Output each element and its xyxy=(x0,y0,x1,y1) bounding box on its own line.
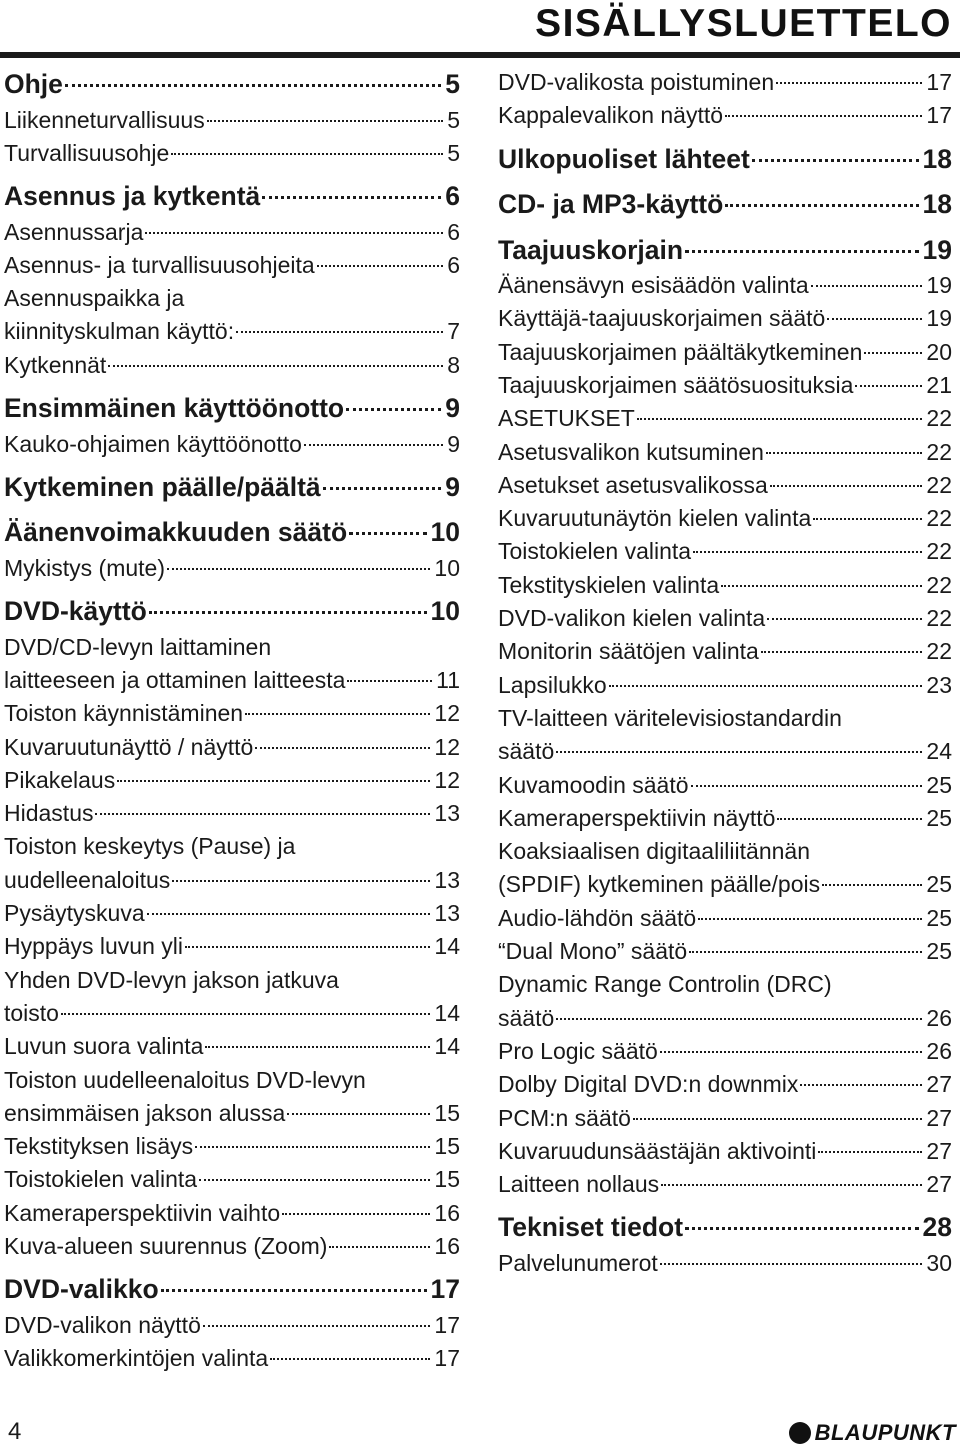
toc-entry-label: Kuvamoodin säätö xyxy=(498,771,689,798)
toc-page-number: 22 xyxy=(926,538,952,565)
toc-dot-leader xyxy=(270,1358,430,1360)
toc-page-number: 5 xyxy=(447,139,460,166)
toc-dot-leader xyxy=(609,685,923,687)
toc-dot-leader xyxy=(761,651,923,653)
toc-entry-label: Toiston keskeytys (Pause) ja xyxy=(4,833,296,860)
toc-dot-leader xyxy=(317,265,444,267)
toc-entry xyxy=(4,1342,460,1375)
toc-entry xyxy=(498,99,952,132)
toc-entry-label: Kuva-alueen suurennus (Zoom) xyxy=(4,1233,328,1260)
toc-entry-label: DVD-valikon näyttö xyxy=(4,1311,201,1338)
toc-page-number: 14 xyxy=(434,1033,460,1060)
toc-dot-leader xyxy=(347,680,432,682)
toc-dot-leader xyxy=(698,918,922,920)
toc-entry xyxy=(498,769,952,802)
toc-entry xyxy=(498,269,952,302)
toc-entry xyxy=(498,669,952,702)
page-title: SISÄLLYSLUETTELO xyxy=(535,2,952,45)
toc-page-number: 11 xyxy=(436,666,460,693)
toc-page-number: 5 xyxy=(447,106,460,133)
toc-entry-label: Asetukset asetusvalikossa xyxy=(498,471,768,498)
toc-page-number: 16 xyxy=(434,1233,460,1260)
toc-entry xyxy=(498,835,952,868)
toc-dot-leader xyxy=(864,352,922,354)
toc-entry xyxy=(4,216,460,249)
toc-page-number: 27 xyxy=(926,1071,952,1098)
toc-page-number: 27 xyxy=(926,1104,952,1131)
toc-dot-leader xyxy=(767,618,922,620)
toc-page-number: 15 xyxy=(434,1099,460,1126)
toc-page-number: 7 xyxy=(447,318,460,345)
toc-entry-label: Taajuuskorjain xyxy=(498,234,684,265)
toc-entry-label: uudelleenaloitus xyxy=(4,866,171,893)
toc-entry-label: Ensimmäinen käyttöönotto xyxy=(4,393,345,424)
toc-entry-label: Äänensävyn esisäädön valinta xyxy=(498,272,809,299)
toc-entry xyxy=(498,535,952,568)
toc-page-number: 26 xyxy=(926,1004,952,1031)
toc-entry xyxy=(4,428,460,461)
toc-entry xyxy=(4,631,460,664)
toc-entry-label: Asennus- ja turvallisuusohjeita xyxy=(4,251,315,278)
toc-entry xyxy=(498,968,952,1001)
toc-dot-leader xyxy=(691,785,923,787)
toc-dot-leader xyxy=(108,365,443,367)
toc-entry-label: ASETUKSET xyxy=(498,405,635,432)
toc-dot-leader xyxy=(236,331,443,333)
toc-dot-leader xyxy=(685,1227,918,1230)
toc-page-number: 9 xyxy=(447,430,460,457)
toc-entry-label: Hyppäys luvun yli xyxy=(4,933,183,960)
toc-dot-leader xyxy=(813,518,922,520)
toc-dot-leader xyxy=(167,568,430,570)
toc-entry-label: PCM:n säätö xyxy=(498,1104,631,1131)
toc-entry-label: Hidastus xyxy=(4,800,94,827)
toc-page-number: 16 xyxy=(434,1199,460,1226)
blaupunkt-logo xyxy=(789,1418,956,1448)
toc-dot-leader xyxy=(346,408,441,411)
toc-entry-label: Turvallisuusohje xyxy=(4,139,170,166)
toc-dot-leader xyxy=(255,747,430,749)
toc-entry-label: Ohje xyxy=(4,69,63,99)
toc-entry xyxy=(498,802,952,835)
toc-entry-label: Kuvaruudunsäästäjän aktivointi xyxy=(498,1137,817,1164)
toc-dot-leader xyxy=(147,913,431,915)
toc-entry xyxy=(4,104,460,137)
toc-entry xyxy=(498,436,952,469)
toc-entry xyxy=(4,997,460,1030)
toc-entry-label: Monitorin säätöjen valinta xyxy=(498,638,759,665)
toc-entry-label: Äänenvoimakkuuden säätö xyxy=(4,517,348,548)
toc-entry-label: Taajuuskorjaimen päältäkytkeminen xyxy=(498,338,863,365)
toc-entry-label: Kuvaruutunäytön kielen valinta xyxy=(498,505,812,532)
toc-dot-leader xyxy=(117,780,430,782)
toc-entry xyxy=(4,830,460,863)
toc-entry-label: Kuvaruutunäyttö / näyttö xyxy=(4,733,254,760)
toc-page-number: 13 xyxy=(434,900,460,927)
toc-entry-label: Mykistys (mute) xyxy=(4,554,165,581)
toc-dot-leader xyxy=(262,196,441,199)
toc-dot-leader xyxy=(777,818,922,820)
toc-section-heading xyxy=(4,66,460,104)
toc-entry xyxy=(4,137,460,170)
toc-entry-label: DVD-valikosta poistuminen xyxy=(498,69,775,95)
toc-page-number: 28 xyxy=(922,1212,952,1243)
toc-entry xyxy=(498,602,952,635)
toc-page-number: 6 xyxy=(447,218,460,245)
toc-dot-leader xyxy=(693,551,922,553)
toc-dot-leader xyxy=(203,1325,431,1327)
toc-dot-leader xyxy=(637,418,923,420)
toc-page-number: 27 xyxy=(926,1171,952,1198)
toc-entry-label: Tekstityksen lisäys xyxy=(4,1133,194,1160)
toc-section-heading xyxy=(4,469,460,507)
toc-page-number: 17 xyxy=(926,69,952,95)
toc-entry-label: CD- ja MP3-käyttö xyxy=(498,189,724,220)
toc-dot-leader xyxy=(752,159,919,162)
toc-page-number: 18 xyxy=(922,143,952,174)
toc-entry-label: Pikakelaus xyxy=(4,766,116,793)
toc-entry xyxy=(4,1064,460,1097)
toc-page-number: 25 xyxy=(926,938,952,965)
toc-dot-leader xyxy=(145,232,443,234)
toc-entry-label: Ulkopuoliset lähteet xyxy=(498,143,750,174)
toc-page-number: 14 xyxy=(434,999,460,1026)
toc-entry-label: DVD-valikko xyxy=(4,1274,159,1305)
toc-page-number: 6 xyxy=(445,181,460,212)
toc-dot-leader xyxy=(329,1246,430,1248)
toc-column-right xyxy=(498,66,952,1280)
toc-page-number: 26 xyxy=(926,1037,952,1064)
toc-dot-leader xyxy=(556,751,922,753)
toc-section-heading xyxy=(4,593,460,631)
toc-page-number: 10 xyxy=(434,554,460,581)
toc-entry-label: DVD/CD-levyn laittaminen xyxy=(4,633,272,660)
toc-dot-leader xyxy=(65,84,441,87)
toc-entry xyxy=(498,1247,952,1280)
toc-entry-label: kiinnityskulman käyttö: xyxy=(4,318,235,345)
toc-page-number: 12 xyxy=(434,700,460,727)
toc-entry xyxy=(4,964,460,997)
toc-entry-label: Dynamic Range Controlin (DRC) xyxy=(498,971,832,998)
toc-entry xyxy=(4,697,460,730)
toc-entry-label: Valikkomerkintöjen valinta xyxy=(4,1345,269,1372)
toc-dot-leader xyxy=(721,585,922,587)
toc-column-left xyxy=(4,66,460,1375)
toc-dot-leader xyxy=(818,1151,922,1153)
toc-dot-leader xyxy=(770,485,923,487)
toc-page-number: 19 xyxy=(922,234,952,265)
toc-page-number: 13 xyxy=(434,866,460,893)
toc-page-number: 22 xyxy=(926,638,952,665)
toc-entry-label: Luvun suora valinta xyxy=(4,1033,204,1060)
toc-entry xyxy=(4,349,460,382)
toc-entry xyxy=(498,635,952,668)
toc-dot-leader xyxy=(685,250,918,253)
toc-entry-label: (SPDIF) kytkeminen päälle/pois xyxy=(498,871,821,898)
toc-dot-leader xyxy=(800,1084,922,1086)
toc-section-heading xyxy=(498,186,952,224)
toc-entry xyxy=(498,469,952,502)
toc-entry xyxy=(498,868,952,901)
toc-page-number: 22 xyxy=(926,505,952,532)
toc-dot-leader xyxy=(855,385,922,387)
toc-dot-leader xyxy=(172,880,430,882)
toc-entry-label: DVD-käyttö xyxy=(4,596,147,627)
header-rule xyxy=(0,52,960,58)
toc-dot-leader xyxy=(171,153,443,155)
toc-entry-label: Kameraperspektiivin vaihto xyxy=(4,1199,281,1226)
toc-entry-label: Dolby Digital DVD:n downmix xyxy=(498,1071,799,1098)
toc-dot-leader xyxy=(287,1113,430,1115)
toc-page-number: 15 xyxy=(434,1166,460,1193)
toc-page-number: 20 xyxy=(926,338,952,365)
toc-entry-label: Kappalevalikon näyttö xyxy=(498,102,724,129)
toc-dot-leader xyxy=(725,115,922,117)
toc-page-number: 25 xyxy=(926,871,952,898)
toc-entry xyxy=(498,935,952,968)
toc-page-number: 14 xyxy=(434,933,460,960)
toc-page-number: 21 xyxy=(926,371,952,398)
toc-entry xyxy=(498,336,952,369)
toc-entry-label: Toiston käynnistäminen xyxy=(4,700,244,727)
toc-page-number: 12 xyxy=(434,766,460,793)
toc-page-number: 17 xyxy=(430,1274,460,1305)
toc-entry xyxy=(498,1168,952,1201)
toc-dot-leader xyxy=(827,318,922,320)
toc-entry xyxy=(4,764,460,797)
toc-entry xyxy=(4,731,460,764)
toc-dot-leader xyxy=(323,487,442,490)
toc-entry-label: DVD-valikon kielen valinta xyxy=(498,605,766,632)
toc-entry xyxy=(4,897,460,930)
toc-section-heading xyxy=(498,232,952,270)
toc-entry-label: “Dual Mono” säätö xyxy=(498,938,688,965)
toc-page-number: 17 xyxy=(434,1345,460,1372)
toc-page-number: 30 xyxy=(926,1249,952,1276)
toc-entry xyxy=(498,1135,952,1168)
toc-entry xyxy=(498,569,952,602)
logo-text: BLAUPUNKT xyxy=(814,1420,956,1445)
toc-entry-label: Asetusvalikon kutsuminen xyxy=(498,438,764,465)
toc-page-number: 22 xyxy=(926,405,952,432)
toc-section-heading xyxy=(498,141,952,179)
toc-entry-label: Palvelunumerot xyxy=(498,1249,658,1276)
toc-dot-leader xyxy=(245,713,430,715)
toc-entry-label: toisto xyxy=(4,999,59,1026)
toc-entry-label: Tekstityskielen valinta xyxy=(498,571,720,598)
toc-entry-label: Kytkennät xyxy=(4,351,107,378)
toc-entry xyxy=(498,502,952,535)
toc-entry-label: Toistokielen valinta xyxy=(4,1166,198,1193)
toc-page-number: 10 xyxy=(430,517,460,548)
toc-page-number: 27 xyxy=(926,1137,952,1164)
toc-page-number: 25 xyxy=(926,771,952,798)
toc-page-number: 12 xyxy=(434,733,460,760)
toc-entry xyxy=(4,552,460,585)
toc-page-number: 19 xyxy=(926,272,952,299)
toc-entry xyxy=(4,664,460,697)
toc-entry-label: Kytkeminen päälle/päältä xyxy=(4,471,321,502)
toc-entry-label: säätö xyxy=(498,738,555,765)
toc-dot-leader xyxy=(205,1046,430,1048)
toc-entry-label: Toistokielen valinta xyxy=(498,538,692,565)
toc-page-number: 9 xyxy=(445,471,460,502)
toc-entry xyxy=(498,1068,952,1101)
toc-entry xyxy=(498,735,952,768)
toc-entry xyxy=(4,282,460,315)
toc-entry xyxy=(4,1197,460,1230)
toc-entry-label: laitteeseen ja ottaminen laitteesta xyxy=(4,666,346,693)
toc-entry-label: Koaksiaalisen digitaaliliitännän xyxy=(498,838,810,865)
toc-dot-leader xyxy=(689,951,922,953)
toc-dot-leader xyxy=(349,532,426,535)
toc-page-number: 22 xyxy=(926,571,952,598)
toc-dot-leader xyxy=(282,1213,430,1215)
toc-page-number: 22 xyxy=(926,438,952,465)
toc-entry-label: Toiston uudelleenaloitus DVD-levyn xyxy=(4,1066,366,1093)
toc-section-heading xyxy=(498,1209,952,1247)
toc-entry xyxy=(498,66,952,99)
toc-entry xyxy=(4,1230,460,1263)
toc-entry xyxy=(4,1309,460,1342)
toc-dot-leader xyxy=(660,1263,923,1265)
toc-entry-label: säätö xyxy=(498,1004,555,1031)
toc-dot-leader xyxy=(199,1179,430,1181)
toc-entry-label: Tekniset tiedot xyxy=(498,1212,684,1243)
toc-entry-label: Kauko-ohjaimen käyttöönotto xyxy=(4,430,302,457)
toc-page-number: 6 xyxy=(447,251,460,278)
toc-page-number: 17 xyxy=(434,1311,460,1338)
toc-page-number: 18 xyxy=(922,189,952,220)
toc-dot-leader xyxy=(660,1051,923,1053)
toc-entry-label: Laitteen nollaus xyxy=(498,1171,660,1198)
toc-entry xyxy=(4,1097,460,1130)
toc-entry-label: Pro Logic säätö xyxy=(498,1037,658,1064)
toc-page-number: 24 xyxy=(926,738,952,765)
toc-entry-label: Lapsilukko xyxy=(498,671,607,698)
toc-entry xyxy=(4,1163,460,1196)
toc-page-number: 9 xyxy=(445,393,460,424)
toc-dot-leader xyxy=(822,884,922,886)
toc-entry-label: Taajuuskorjaimen säätösuosituksia xyxy=(498,371,854,398)
toc-dot-leader xyxy=(149,611,427,614)
toc-page-number: 23 xyxy=(926,671,952,698)
toc-page-number: 22 xyxy=(926,605,952,632)
toc-entry xyxy=(4,315,460,348)
toc-entry xyxy=(4,249,460,282)
toc-dot-leader xyxy=(304,444,443,446)
toc-dot-leader xyxy=(207,120,443,122)
toc-entry-label: Kameraperspektiivin näyttö xyxy=(498,804,776,831)
toc-page-number: 25 xyxy=(926,804,952,831)
toc-entry-label: Yhden DVD-levyn jakson jatkuva xyxy=(4,966,339,993)
toc-entry-label: Liikenneturvallisuus xyxy=(4,106,205,133)
toc-dot-leader xyxy=(61,1013,430,1015)
toc-entry-label: Asennus ja kytkentä xyxy=(4,181,261,212)
toc-entry-label: Pysäytyskuva xyxy=(4,900,145,927)
toc-entry xyxy=(498,902,952,935)
toc-page-number: 19 xyxy=(926,305,952,332)
toc-entry xyxy=(498,1035,952,1068)
toc-entry xyxy=(498,1002,952,1035)
toc-entry xyxy=(4,797,460,830)
toc-entry-label: Käyttäjä-taajuuskorjaimen säätö xyxy=(498,305,826,332)
toc-entry xyxy=(498,369,952,402)
toc-page-number: 17 xyxy=(926,102,952,129)
toc-entry-label: TV-laitteen väritelevisiostandardin xyxy=(498,704,842,731)
toc-page-number: 22 xyxy=(926,471,952,498)
toc-page-number: 10 xyxy=(430,596,460,627)
toc-entry-label: Asennussarja xyxy=(4,218,144,245)
toc-page-number: 5 xyxy=(445,69,460,99)
toc-dot-leader xyxy=(776,82,922,84)
toc-dot-leader xyxy=(556,1018,922,1020)
toc-page-number: 13 xyxy=(434,800,460,827)
toc-dot-leader xyxy=(95,813,430,815)
toc-entry xyxy=(498,302,952,335)
page-number: 4 xyxy=(8,1418,22,1445)
toc-dot-leader xyxy=(185,946,430,948)
toc-dot-leader xyxy=(725,204,918,207)
toc-entry xyxy=(4,930,460,963)
toc-dot-leader xyxy=(161,1289,427,1292)
toc-dot-leader xyxy=(633,1118,922,1120)
toc-entry xyxy=(4,1030,460,1063)
toc-entry-label: ensimmäisen jakson alussa xyxy=(4,1099,286,1126)
toc-page-number: 15 xyxy=(434,1133,460,1160)
toc-entry xyxy=(4,1130,460,1163)
toc-section-heading xyxy=(4,514,460,552)
toc-page-number: 25 xyxy=(926,904,952,931)
toc-dot-leader xyxy=(811,285,923,287)
toc-dot-leader xyxy=(195,1146,430,1148)
toc-section-heading xyxy=(4,390,460,428)
toc-entry xyxy=(498,1102,952,1135)
logo-dot-icon xyxy=(789,1422,811,1444)
toc-entry xyxy=(498,702,952,735)
toc-dot-leader xyxy=(661,1184,922,1186)
toc-section-heading xyxy=(4,1271,460,1309)
toc-entry xyxy=(498,402,952,435)
toc-page-number: 8 xyxy=(447,351,460,378)
toc-entry-label: Audio-lähdön säätö xyxy=(498,904,697,931)
toc-dot-leader xyxy=(766,452,922,454)
toc-entry-label: Asennuspaikka ja xyxy=(4,285,185,312)
toc-entry xyxy=(4,864,460,897)
toc-section-heading xyxy=(4,178,460,216)
